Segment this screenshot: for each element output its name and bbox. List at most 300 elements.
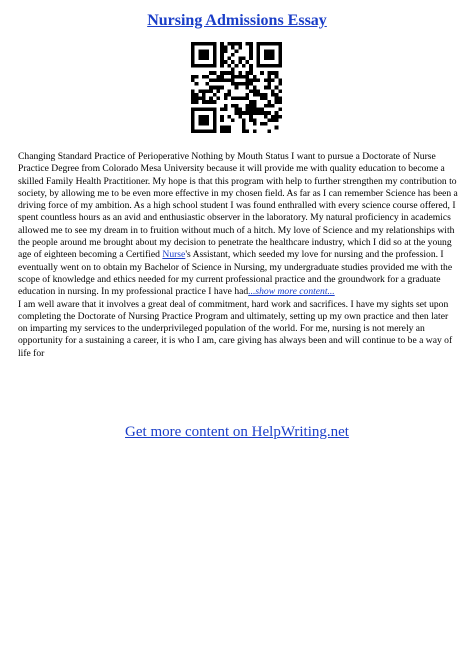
qr-module xyxy=(242,82,246,86)
qr-module xyxy=(238,42,242,46)
qr-module xyxy=(202,89,206,93)
qr-module xyxy=(206,64,210,68)
qr-module xyxy=(231,97,235,101)
qr-module xyxy=(191,46,195,50)
qr-module xyxy=(264,64,268,68)
show-more-link[interactable]: ...show more content... xyxy=(248,286,335,298)
qr-module xyxy=(209,97,213,101)
qr-module xyxy=(275,64,279,68)
qr-module xyxy=(195,82,199,86)
qr-module xyxy=(227,115,231,119)
essay-text-1: Changing Standard Practice of Perioperative Nothing by Mouth Status I want to pursue a Doctorate of Nurse Practice Degree from Colorado Mesa University because it will provide me with quality education to become a skilled Family Health Practitioner. My hope is that this program with help to further strengthen my contribution to society, by allowing me to be even more effective in my chosen field. As far as I can remember Science has been a driving force of my ambition. As a high school student I was found enthralled with every science course offered, I spent countless hours as an avid and enthusiastic observer in the laboratory. My natural proficiency in academics allowed me to see my dream in to fruition without much of a hitch. My love of Science and my relationships with the people around me brought about my decision to penetrate the healthcare industry, which I did so at the young age of eighteen becoming a Certified xyxy=(18,151,458,261)
qr-module xyxy=(191,129,195,133)
qr-module xyxy=(242,118,246,122)
qr-module xyxy=(271,49,275,53)
qr-module xyxy=(231,42,235,46)
qr-module xyxy=(238,115,242,119)
qr-module xyxy=(271,118,275,122)
qr-module xyxy=(264,115,268,119)
qr-module xyxy=(246,93,250,97)
qr-module xyxy=(206,53,210,57)
qr-module xyxy=(278,46,282,50)
qr-module xyxy=(213,46,217,50)
qr-module xyxy=(264,49,268,53)
qr-module xyxy=(257,42,261,46)
qr-code-icon xyxy=(191,42,282,133)
qr-module xyxy=(238,97,242,101)
qr-module xyxy=(260,122,264,126)
qr-module xyxy=(246,78,250,82)
qr-module xyxy=(267,111,271,115)
qr-module xyxy=(253,93,257,97)
qr-module xyxy=(231,82,235,86)
qr-module xyxy=(275,111,279,115)
qr-module xyxy=(198,108,202,112)
qr-module xyxy=(227,71,231,75)
qr-module xyxy=(202,64,206,68)
qr-module xyxy=(267,53,271,57)
qr-module xyxy=(224,60,228,64)
qr-module xyxy=(198,115,202,119)
qr-module xyxy=(220,53,224,57)
qr-module xyxy=(206,118,210,122)
qr-module xyxy=(206,108,210,112)
qr-module xyxy=(195,129,199,133)
qr-module xyxy=(267,129,271,133)
qr-module xyxy=(202,118,206,122)
qr-module xyxy=(253,104,257,108)
qr-module xyxy=(220,86,224,90)
qr-module xyxy=(191,118,195,122)
qr-module xyxy=(235,97,239,101)
qr-module xyxy=(257,46,261,50)
qr-module xyxy=(253,86,257,90)
qr-module xyxy=(253,100,257,104)
qr-module xyxy=(238,111,242,115)
qr-module xyxy=(206,129,210,133)
qr-module xyxy=(213,53,217,57)
qr-module xyxy=(249,78,253,82)
qr-module xyxy=(249,89,253,93)
qr-module xyxy=(191,75,195,79)
qr-module xyxy=(242,97,246,101)
qr-module xyxy=(220,115,224,119)
qr-module xyxy=(278,78,282,82)
qr-module xyxy=(264,122,268,126)
qr-module xyxy=(224,108,228,112)
qr-module xyxy=(260,111,264,115)
qr-module xyxy=(227,93,231,97)
qr-module xyxy=(209,100,213,104)
qr-module xyxy=(209,42,213,46)
qr-module xyxy=(202,57,206,61)
qr-module xyxy=(235,49,239,53)
qr-module xyxy=(246,71,250,75)
qr-module xyxy=(191,108,195,112)
qr-module xyxy=(246,108,250,112)
qr-module xyxy=(267,82,271,86)
qr-module xyxy=(195,108,199,112)
qr-module xyxy=(191,93,195,97)
qr-module xyxy=(213,108,217,112)
qr-module xyxy=(249,49,253,53)
qr-module xyxy=(253,89,257,93)
qr-module xyxy=(191,126,195,130)
qr-module xyxy=(198,49,202,53)
qr-module xyxy=(202,49,206,53)
qr-module xyxy=(198,118,202,122)
qr-module xyxy=(213,78,217,82)
qr-module xyxy=(264,57,268,61)
qr-module xyxy=(220,64,224,68)
qr-module xyxy=(202,115,206,119)
qr-module xyxy=(206,75,210,79)
qr-module xyxy=(275,100,279,104)
qr-module xyxy=(246,86,250,90)
qr-module xyxy=(264,97,268,101)
qr-module xyxy=(260,64,264,68)
qr-module xyxy=(235,104,239,108)
qr-module xyxy=(253,122,257,126)
qr-module xyxy=(271,57,275,61)
qr-module xyxy=(224,78,228,82)
qr-module xyxy=(246,104,250,108)
qr-module xyxy=(257,60,261,64)
qr-module xyxy=(238,71,242,75)
qr-module xyxy=(253,78,257,82)
qr-module xyxy=(195,42,199,46)
qr-module xyxy=(267,49,271,53)
qr-module xyxy=(253,108,257,112)
qr-module xyxy=(242,57,246,61)
qr-module xyxy=(260,93,264,97)
qr-module xyxy=(278,82,282,86)
qr-module xyxy=(242,129,246,133)
qr-module xyxy=(209,108,213,112)
qr-module xyxy=(206,115,210,119)
qr-module xyxy=(257,53,261,57)
qr-module xyxy=(249,71,253,75)
qr-module xyxy=(209,71,213,75)
qr-module xyxy=(264,42,268,46)
qr-module xyxy=(257,108,261,112)
qr-module xyxy=(271,64,275,68)
qr-module xyxy=(249,82,253,86)
qr-module xyxy=(224,129,228,133)
qr-module xyxy=(238,75,242,79)
essay-text-2: 's Assistant, which seeded my love for nursing and the profession. I eventually went on to obtain my Bachelor of Science in Nursing, my undergraduate studies provided me with the scope of knowledge and ethics needed for my current professional practice and the groundwork for a graduate education in nursing. In my professional practice I have had xyxy=(18,249,453,298)
qr-module xyxy=(202,53,206,57)
qr-module xyxy=(278,100,282,104)
qr-module xyxy=(246,82,250,86)
qr-module xyxy=(198,42,202,46)
qr-module xyxy=(227,78,231,82)
qr-module xyxy=(191,42,195,46)
qr-module xyxy=(242,126,246,130)
qr-module xyxy=(216,78,220,82)
qr-module xyxy=(213,49,217,53)
qr-module xyxy=(198,53,202,57)
qr-module xyxy=(209,78,213,82)
qr-module xyxy=(198,97,202,101)
qr-module xyxy=(253,118,257,122)
essay-body xyxy=(18,151,460,360)
qr-module xyxy=(202,75,206,79)
qr-module xyxy=(249,67,253,71)
qr-module xyxy=(195,100,199,104)
qr-module xyxy=(206,42,210,46)
qr-module xyxy=(264,93,268,97)
qr-module xyxy=(249,64,253,68)
qr-module xyxy=(191,57,195,61)
qr-module xyxy=(275,86,279,90)
qr-module xyxy=(275,42,279,46)
qr-module xyxy=(213,122,217,126)
qr-module xyxy=(220,71,224,75)
qr-module xyxy=(213,115,217,119)
qr-module xyxy=(231,60,235,64)
qr-module xyxy=(224,49,228,53)
qr-module xyxy=(206,82,210,86)
qr-module xyxy=(264,111,268,115)
qr-module xyxy=(231,78,235,82)
qr-module xyxy=(206,89,210,93)
qr-module xyxy=(224,104,228,108)
qr-module xyxy=(220,42,224,46)
qr-module xyxy=(206,57,210,61)
qr-module xyxy=(267,118,271,122)
qr-module xyxy=(246,42,250,46)
qr-module xyxy=(220,46,224,50)
qr-code xyxy=(191,42,282,133)
qr-module xyxy=(231,46,235,50)
essay-paragraph-2: I am well aware that it involves a great deal of commitment, hard work and sacrifices. I have my sights set upon completing the Doctorate of Nursing Practice Program and ultimately, setting up my own practice and then later on imparting my services to the underprivileged population of the world. For me, nursing is not merely an opportunity for a sustaining a career, it is who I am, care giving has always been and will continue to be a way of life for xyxy=(18,298,453,359)
qr-module xyxy=(224,46,228,50)
qr-module xyxy=(227,126,231,130)
qr-module xyxy=(246,60,250,64)
qr-module xyxy=(235,86,239,90)
qr-module xyxy=(242,64,246,68)
qr-module xyxy=(242,111,246,115)
qr-module xyxy=(275,71,279,75)
qr-module xyxy=(246,97,250,101)
qr-module xyxy=(209,129,213,133)
qr-module xyxy=(246,129,250,133)
qr-module xyxy=(278,49,282,53)
qr-module xyxy=(249,104,253,108)
qr-module xyxy=(220,129,224,133)
qr-module xyxy=(216,89,220,93)
qr-module xyxy=(260,42,264,46)
qr-module xyxy=(235,82,239,86)
qr-module xyxy=(220,57,224,61)
qr-module xyxy=(206,49,210,53)
qr-module xyxy=(220,49,224,53)
qr-module xyxy=(249,46,253,50)
qr-module xyxy=(249,53,253,57)
qr-module xyxy=(267,78,271,82)
qr-module xyxy=(224,71,228,75)
qr-module xyxy=(278,60,282,64)
qr-module xyxy=(238,57,242,61)
qr-module xyxy=(209,86,213,90)
qr-module xyxy=(278,108,282,112)
qr-module xyxy=(206,100,210,104)
qr-module xyxy=(216,86,220,90)
qr-module xyxy=(235,64,239,68)
qr-module xyxy=(249,100,253,104)
qr-module xyxy=(257,111,261,115)
qr-module xyxy=(271,53,275,57)
qr-module xyxy=(242,122,246,126)
qr-module xyxy=(278,42,282,46)
qr-module xyxy=(264,78,268,82)
qr-module xyxy=(216,75,220,79)
qr-module xyxy=(264,53,268,57)
qr-module xyxy=(246,75,250,79)
essay-paragraph-1 xyxy=(18,151,460,299)
qr-module xyxy=(202,100,206,104)
get-more-content-link[interactable]: Get more content on HelpWriting.net xyxy=(125,424,349,440)
qr-module xyxy=(195,97,199,101)
qr-module xyxy=(191,122,195,126)
qr-module xyxy=(191,115,195,119)
qr-module xyxy=(235,42,239,46)
qr-module xyxy=(238,82,242,86)
qr-module xyxy=(191,78,195,82)
qr-module xyxy=(249,111,253,115)
qr-module xyxy=(271,78,275,82)
qr-module xyxy=(202,97,206,101)
qr-module xyxy=(191,89,195,93)
qr-module xyxy=(249,57,253,61)
qr-module xyxy=(224,97,228,101)
qr-module xyxy=(278,57,282,61)
qr-module xyxy=(213,42,217,46)
qr-module xyxy=(220,126,224,130)
qr-module xyxy=(227,129,231,133)
qr-module xyxy=(257,49,261,53)
qr-module xyxy=(213,57,217,61)
qr-module xyxy=(275,115,279,119)
qr-module xyxy=(227,64,231,68)
qr-module xyxy=(275,126,279,130)
qr-module xyxy=(213,129,217,133)
qr-module xyxy=(264,104,268,108)
qr-module xyxy=(231,71,235,75)
qr-module xyxy=(220,78,224,82)
qr-module xyxy=(267,71,271,75)
qr-module xyxy=(267,42,271,46)
qr-module xyxy=(260,108,264,112)
qr-module xyxy=(271,42,275,46)
qr-module xyxy=(213,118,217,122)
qr-module xyxy=(213,64,217,68)
qr-module xyxy=(257,64,261,68)
qr-module xyxy=(257,78,261,82)
qr-module xyxy=(198,64,202,68)
qr-module xyxy=(260,97,264,101)
qr-module xyxy=(238,60,242,64)
qr-module xyxy=(246,111,250,115)
qr-module xyxy=(278,53,282,57)
qr-module xyxy=(220,75,224,79)
qr-module xyxy=(275,75,279,79)
qr-module xyxy=(267,100,271,104)
qr-module xyxy=(213,100,217,104)
qr-module xyxy=(271,104,275,108)
qr-module xyxy=(264,86,268,90)
qr-module xyxy=(202,122,206,126)
qr-module xyxy=(191,111,195,115)
qr-module xyxy=(275,93,279,97)
qr-module xyxy=(267,104,271,108)
qr-module xyxy=(249,42,253,46)
qr-module xyxy=(253,111,257,115)
qr-module xyxy=(231,67,235,71)
qr-module xyxy=(278,89,282,93)
qr-module xyxy=(257,89,261,93)
qr-module xyxy=(191,60,195,64)
qr-module xyxy=(278,115,282,119)
qr-module xyxy=(191,97,195,101)
qr-module xyxy=(202,42,206,46)
qr-module xyxy=(195,93,199,97)
qr-module xyxy=(267,86,271,90)
qr-module xyxy=(227,89,231,93)
qr-module xyxy=(235,111,239,115)
qr-module xyxy=(278,64,282,68)
qr-module xyxy=(213,60,217,64)
qr-module xyxy=(209,64,213,68)
qr-module xyxy=(271,115,275,119)
qr-module xyxy=(275,97,279,101)
qr-module xyxy=(231,104,235,108)
qr-module xyxy=(191,53,195,57)
qr-module xyxy=(224,93,228,97)
qr-module xyxy=(195,64,199,68)
qr-module xyxy=(209,89,213,93)
qr-module xyxy=(271,93,275,97)
qr-module xyxy=(249,115,253,119)
qr-module xyxy=(216,97,220,101)
qr-module xyxy=(249,118,253,122)
qr-module xyxy=(220,118,224,122)
qr-module xyxy=(202,129,206,133)
nurse-link[interactable]: Nurse xyxy=(162,249,186,261)
qr-module xyxy=(235,75,239,79)
qr-module xyxy=(235,108,239,112)
qr-module xyxy=(267,57,271,61)
qr-module xyxy=(231,118,235,122)
qr-module xyxy=(257,93,261,97)
qr-module xyxy=(238,108,242,112)
qr-module xyxy=(253,75,257,79)
page-title: Nursing Admissions Essay xyxy=(147,12,327,29)
qr-module xyxy=(198,122,202,126)
qr-module xyxy=(202,93,206,97)
qr-module xyxy=(191,100,195,104)
qr-module xyxy=(213,71,217,75)
qr-module xyxy=(227,57,231,61)
qr-module xyxy=(271,71,275,75)
qr-module xyxy=(257,57,261,61)
qr-module xyxy=(198,89,202,93)
qr-module xyxy=(238,46,242,50)
qr-module xyxy=(213,93,217,97)
qr-module xyxy=(267,64,271,68)
qr-module xyxy=(249,108,253,112)
